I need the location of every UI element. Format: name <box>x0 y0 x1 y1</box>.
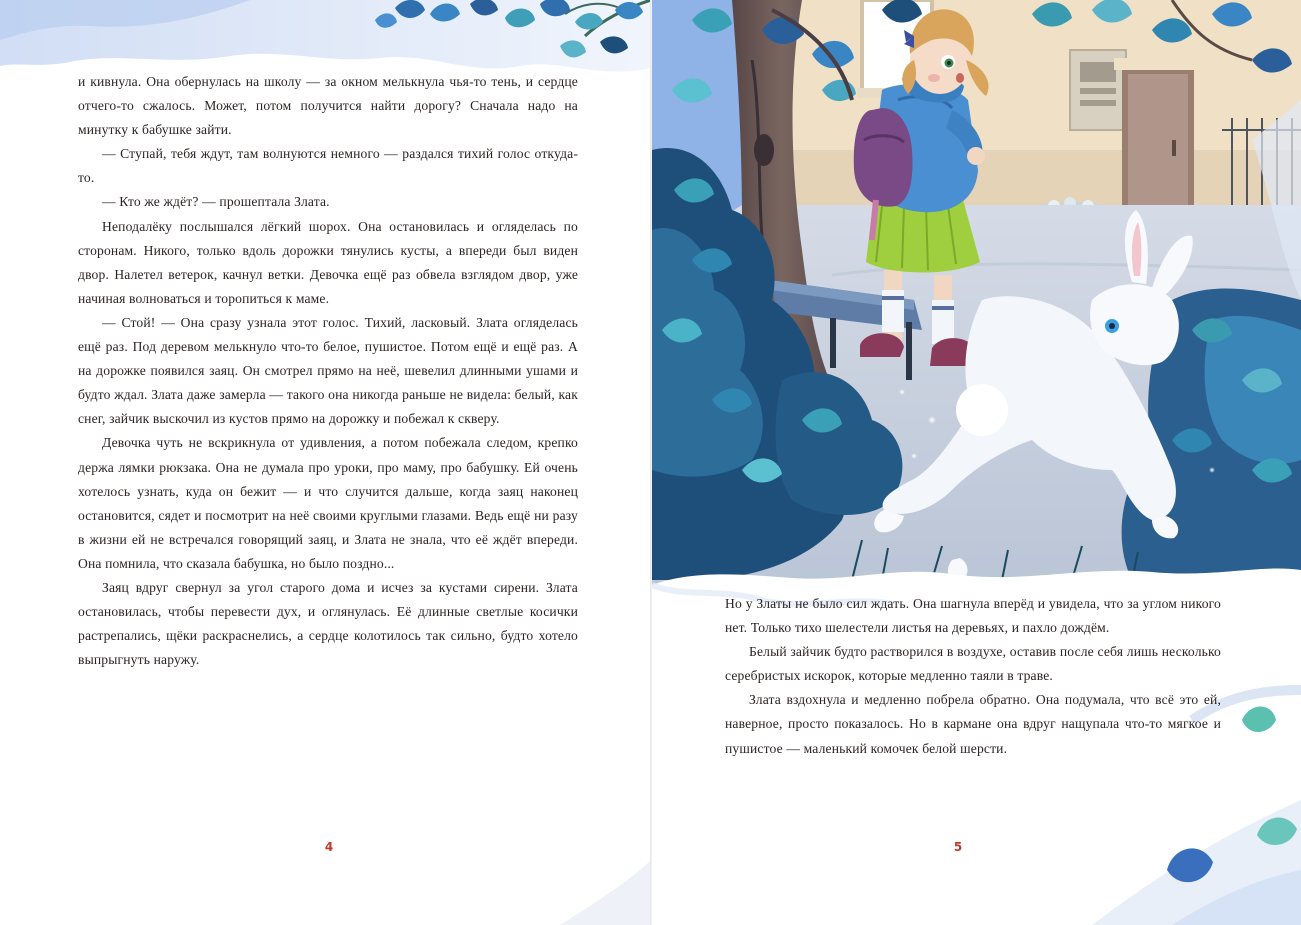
paragraph: Неподалёку послышался лёгкий шорох. Она остановилась и огляделась по сторонам. Никого, только вдоль дорожки тянулись кусты, а впереди был виден двор. Налетел ветерок, качнул ветки. Девочка ещё раз обвела взглядом двор, уже начиная волноваться и торопиться к маме. <box>78 218 578 306</box>
paragraph: — Ступай, тебя ждут, там волнуются немного — раздался тихий голос откуда-то. <box>78 146 578 186</box>
paragraph: Девочка чуть не вскрикнула от удивления, а потом побежала следом, крепко держа лямки рюкзака. Она не думала про уроки, про маму, про бабушку. Ей очень хотелось узнать, куда он бежит — и что случится дальше, когда заяц наконец остановится, сядет и посмотрит на неё своими круглыми глазами. Ведь ещё ни разу в жизни ей не встречался говорящий заяц, и Злата не знала, что её ждёт впереди. Она помнила, что сказала бабушка, но было поздно... <box>78 435 578 571</box>
paragraph: Заяц вдруг свернул за угол старого дома и исчез за кустами сирени. Злата остановилась, чтобы перевести дух, и оглянулась. Её длинные светлые косички растрепались, щёки раскраснелись, а сердце колотилось так сильно, будто хотело выпрыгнуть наружу. <box>78 579 578 668</box>
paragraph: Но у Златы не было сил ждать. Она шагнула вперёд и увидела, что за углом никого нет. Только тихо шелестели листья на деревьях, и пахло дождём. <box>725 596 1221 636</box>
paragraph: — Кто же ждёт? — прошептала Злата. <box>102 194 330 210</box>
paragraph: Белый зайчик будто растворился в воздухе, оставив после себя лишь несколько серебристых искорок, которые медленно таяли в траве. <box>725 644 1221 684</box>
paragraph: Злата вздохнула и медленно побрела обратно. Она подумала, что всё это ей, наверное, просто показалось. Но в кармане она вдруг нащупала что-то мягкое и пушистое — маленький комочек белой шерсти. <box>725 692 1221 756</box>
story-illustration <box>652 0 1301 925</box>
right-page-text <box>725 592 1221 761</box>
left-page-text <box>78 70 578 672</box>
page-number-right: 5 <box>953 840 963 854</box>
backpack <box>854 108 913 207</box>
paragraph: и кивнула. Она обернулась на школу — за окном мелькнула чья-то тень, и сердце отчего-то сжалось. Может, потом получится найти дорогу? Сначала надо на минутку к бабушке зайти. <box>78 74 578 138</box>
page-number-left: 4 <box>324 840 334 854</box>
paragraph: — Стой! — Она сразу узнала этот голос. Тихий, ласковый. Злата огляделась ещё раз. Под деревом мелькнуло что-то белое, пушистое. Потом ещё и ещё раз. А на дорожке появился заяц. Он смотрел прямо на неё, шевелил длинными ушами и будто ждал. Злата даже замерла — такого она никогда раньше не видела: белый, как снег, зайчик выскочил из кустов прямо на дорожку и побежал к скверу. <box>78 314 578 427</box>
right-page <box>652 0 1301 925</box>
